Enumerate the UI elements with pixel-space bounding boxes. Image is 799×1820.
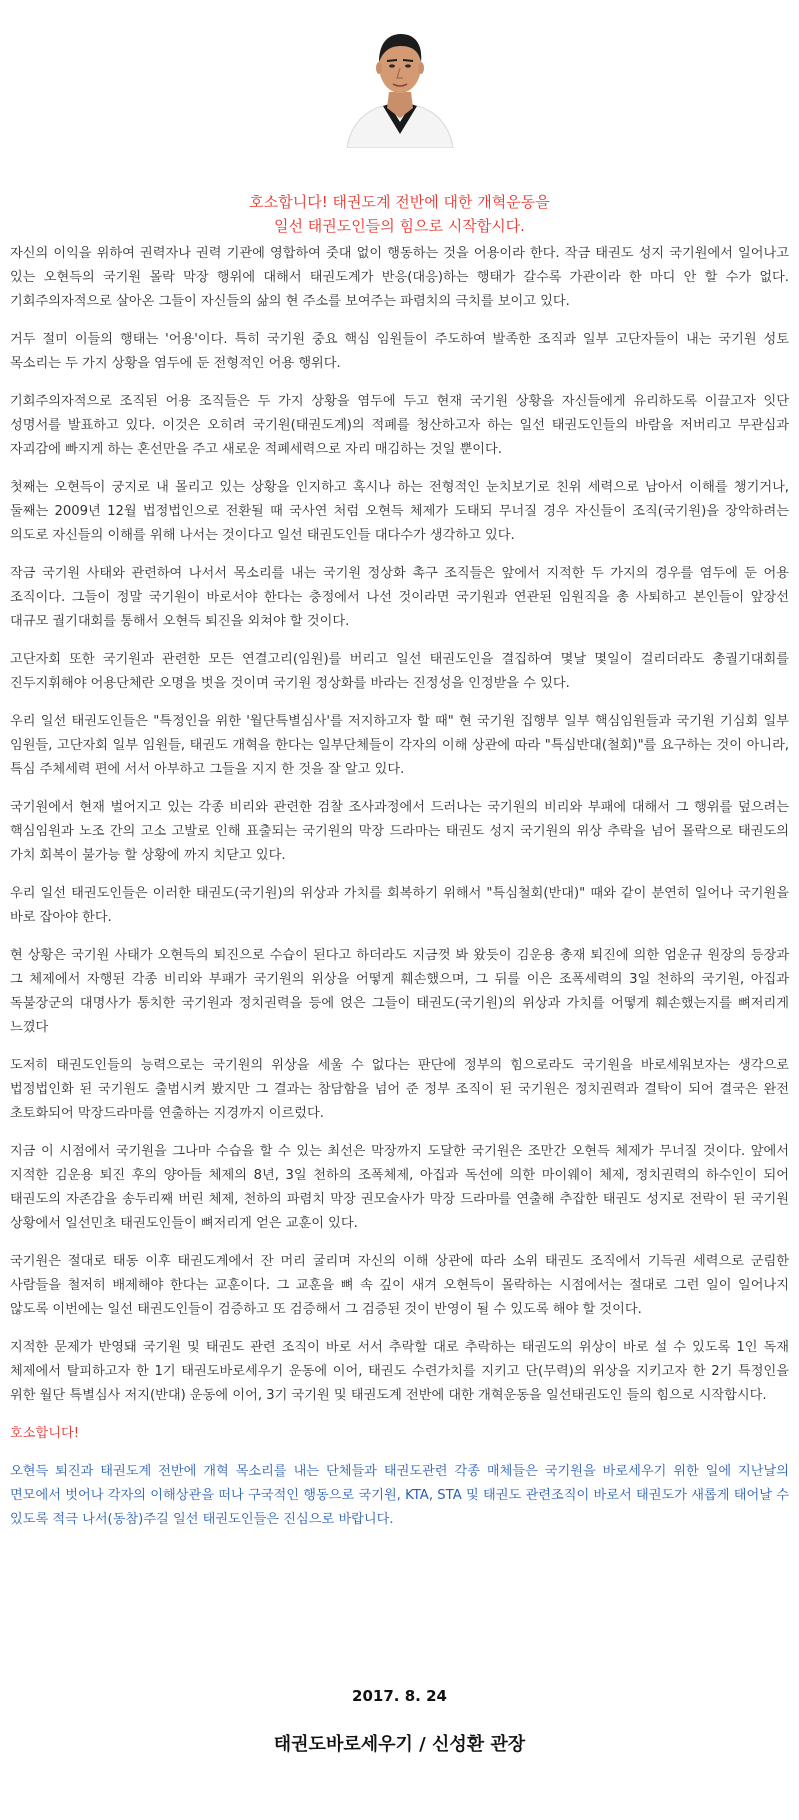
paragraph: 자신의 이익을 위하여 권력자나 권력 기관에 영합하여 줏대 없이 행동하는 것을 어용이라 한다. 작금 태권도 성지 국기원에서 일어나고 있는 오현득의 국기원 몰락 막장 행위에 대해서 태권도계가 반응(대응)하는 행태가 갈수록 가관이라 한 마디 안 할 수가 없다. 기회주의자적으로 살아온 그들이 자신들의 삶의 현 주소를 보여주는 파렴치의 극치를 보이고 있다.	[10, 246, 789, 309]
paragraph: 기회주의자적으로 조직된 어용 조직들은 두 가지 상황을 염두에 두고 현재 국기원 상황을 자신들에게 유리하도록 이끌고자 잇단 성명서를 발표하고 있다. 이것은 오히려 국기원(태권도계)의 적폐를 청산하고자 하는 일선 태권도인들의 바람을 저버리고 무관심과 자괴감에 빠지게 하는 혼선만을 주고 새로운 적폐세력으로 자리 매김하는 것일 뿐이다.	[10, 394, 789, 457]
paragraph: 지적한 문제가 반영돼 국기원 및 태권도 관련 조직이 바로 서서 추락할 대로 추락하는 태권도의 위상이 바로 설 수 있도록 1인 독재 체제에서 탈피하고자 한 1기 태권도바로세우기 운동에 이어, 태권도 수련가치를 지키고 단(무력)의 위상을 지키고자 한 2기 특정인을 위한 월단 특별심사 저지(반대) 운동에 이어, 3기 국기원 및 태권도계 전반에 대한 개혁운동을 일선태권도인 들의 힘으로 시작합시다.	[10, 1340, 789, 1403]
appeal-heading: 호소합니다!	[10, 1426, 79, 1441]
author-portrait-image	[339, 22, 461, 148]
paragraph: 도저히 태권도인들의 능력으로는 국기원의 위상을 세울 수 없다는 판단에 정부의 힘으로라도 국기원을 바로세워보자는 생각으로 법정법인화 된 국기원도 출범시켜 봤지만 그 결과는 참담함을 넘어 준 정부 조직이 된 국기원은 정치권력과 결탁이 되어 결국은 완전 초토화되어 막장드라마를 연출하는 지경까지 이르렀다.	[10, 1058, 789, 1121]
paragraph: 국기원에서 현재 벌어지고 있는 각종 비리와 관련한 검찰 조사과정에서 드러나는 국기원의 비리와 부패에 대해서 그 행위를 덮으려는 핵심임원과 노조 간의 고소 고발로 인해 표출되는 국기원의 막장 드라마는 태권도 성지 국기원의 위상 추락을 넘어 몰락으로 태권도의 가치 회복이 불가능 할 상황에 까지 치닫고 있다.	[10, 800, 789, 863]
headline-line-2: 일선 태권도인들의 힘으로 시작합시다.	[274, 217, 525, 235]
paragraph: 작금 국기원 사태와 관련하여 나서서 목소리를 내는 국기원 정상화 촉구 조직들은 앞에서 지적한 두 가지의 경우를 염두에 둔 어용 조직이다. 그들이 정말 국기원이 바로서야 한다는 충정에서 나선 것이라면 국기원과 연관된 임원직을 총 사퇴하고 본인들이 앞장선 대규모 궐기대회를 통해서 오현득 퇴진을 외쳐야 할 것이다.	[10, 566, 789, 629]
signature: 태권도바로세우기 / 신성환 관장	[273, 1734, 526, 1755]
paragraph: 첫째는 오현득이 궁지로 내 몰리고 있는 상황을 인지하고 혹시나 하는 전형적인 눈치보기로 친위 세력으로 남아서 이해를 챙기거나, 둘째는 2009년 12월 법정법인으로 전환될 때 국사연 처럼 오현득 체제가 도태되 무너질 경우 자신들이 조직(국기원)을 장악하려는 의도로 자신들의 이해를 위해 나서는 것이다고 일선 태권도인들 대다수가 생각하고 있다.	[10, 480, 789, 543]
appeal-paragraph: 오현득 퇴진과 태권도계 전반에 개혁 목소리를 내는 단체들과 태권도관련 각종 매체들은 국기원을 바로세우기 위한 일에 지난날의 면모에서 벗어나 각자의 이해상관을 떠나 구국적인 행동으로 국기원, KTA, STA 및 태권도 관련조직이 바로서 태권도가 새롭게 태어날 수 있도록 적극 나서(동참)주길 일선 태권도인들은 진심으로 바랍니다.	[10, 1464, 789, 1527]
paragraph: 국기원은 절대로 태동 이후 태권도계에서 잔 머리 굴리며 자신의 이해 상관에 따라 소위 태권도 조직에서 기득권 세력으로 군림한 사람들을 철저히 배제해야 한다는 교훈이다. 그 교훈을 뼈 속 깊이 새겨 오현득이 몰락하는 시점에서는 절대로 그런 일이 일어나지 않도록 이번에는 일선 태권도인들이 검증하고 또 검증해서 그 검증된 것이 반영이 될 수 있도록 해야 할 것이다.	[10, 1254, 789, 1317]
paragraph: 우리 일선 태권도인들은 이러한 태권도(국기원)의 위상과 가치를 회복하기 위해서 "특심철회(반대)" 때와 같이 분연히 일어나 국기원을 바로 잡아야 한다.	[10, 886, 789, 925]
paragraph: 지금 이 시점에서 국기원을 그나마 수습을 할 수 있는 최선은 막장까지 도달한 국기원은 조만간 오현득 체제가 무너질 것이다. 앞에서 지적한 김운용 퇴진 후의 양아들 체제의 8년, 3일 천하의 조폭체제, 아집과 독선에 의한 마이웨이 체제, 정치권력의 하수인이 되어 태권도의 자존감을 송두리째 버린 체제, 천하의 파렴치 막장 권모술사가 막장 드라마를 연출해 추잡한 태권도 성지로 전락이 된 국기원 상황에서 일선민초 태권도인들이 뼈저리게 얻은 교훈이 있다.	[10, 1144, 789, 1231]
headline-line-1: 호소합니다! 태권도계 전반에 대한 개혁운동을	[249, 193, 550, 211]
headline	[0, 190, 799, 238]
paragraph: 현 상황은 국기원 사태가 오현득의 퇴진으로 수습이 된다고 하더라도 지금껏 봐 왔듯이 김운용 총재 퇴진에 의한 엄운규 원장의 등장과 그 체제에서 자행된 각종 비리와 부패가 국기원의 위상을 어떻게 훼손했으며, 그 뒤를 이은 조폭세력의 3일 천하의 국기원, 아집과 독불장군의 대명사가 통치한 국기원과 정치권력을 등에 얹은 그들이 태권도(국기원)의 위상과 가치를 어떻게 훼손했는지를 뼈저리게 느꼈다	[10, 948, 789, 1035]
date: 2017. 8. 24	[352, 1687, 447, 1705]
paragraph: 우리 일선 태권도인들은 "특정인을 위한 '월단특별심사'를 저지하고자 할 때" 현 국기원 집행부 일부 핵심임원들과 국기원 기심회 일부 임원들, 고단자회 일부 임원들, 태권도 개혁을 한다는 일부단체들이 각자의 이해 상관에 따라 "특심반대(철회)"를 요구하는 것이 아니라, 특심 주체세력 편에 서서 아부하고 그들을 지지 한 것을 잘 알고 있다.	[10, 714, 789, 777]
paragraph: 거두 절미 이들의 행태는 '어용'이다. 특히 국기원 중요 핵심 임원들이 주도하여 발족한 조직과 일부 고단자들이 내는 국기원 성토 목소리는 두 가지 상황을 염두에 둔 전형적인 어용 행위다.	[10, 332, 789, 371]
article-body	[10, 242, 789, 1546]
paragraph: 고단자회 또한 국기원과 관련한 모든 연결고리(임원)를 버리고 일선 태권도인을 결집하여 몇날 몇일이 걸리더라도 총궐기대회를 진두지휘해야 어용단체란 오명을 벗을 것이며 국기원 정상화를 바라는 진정성을 인정받을 수 있다.	[10, 652, 789, 691]
author-photo	[339, 22, 461, 148]
